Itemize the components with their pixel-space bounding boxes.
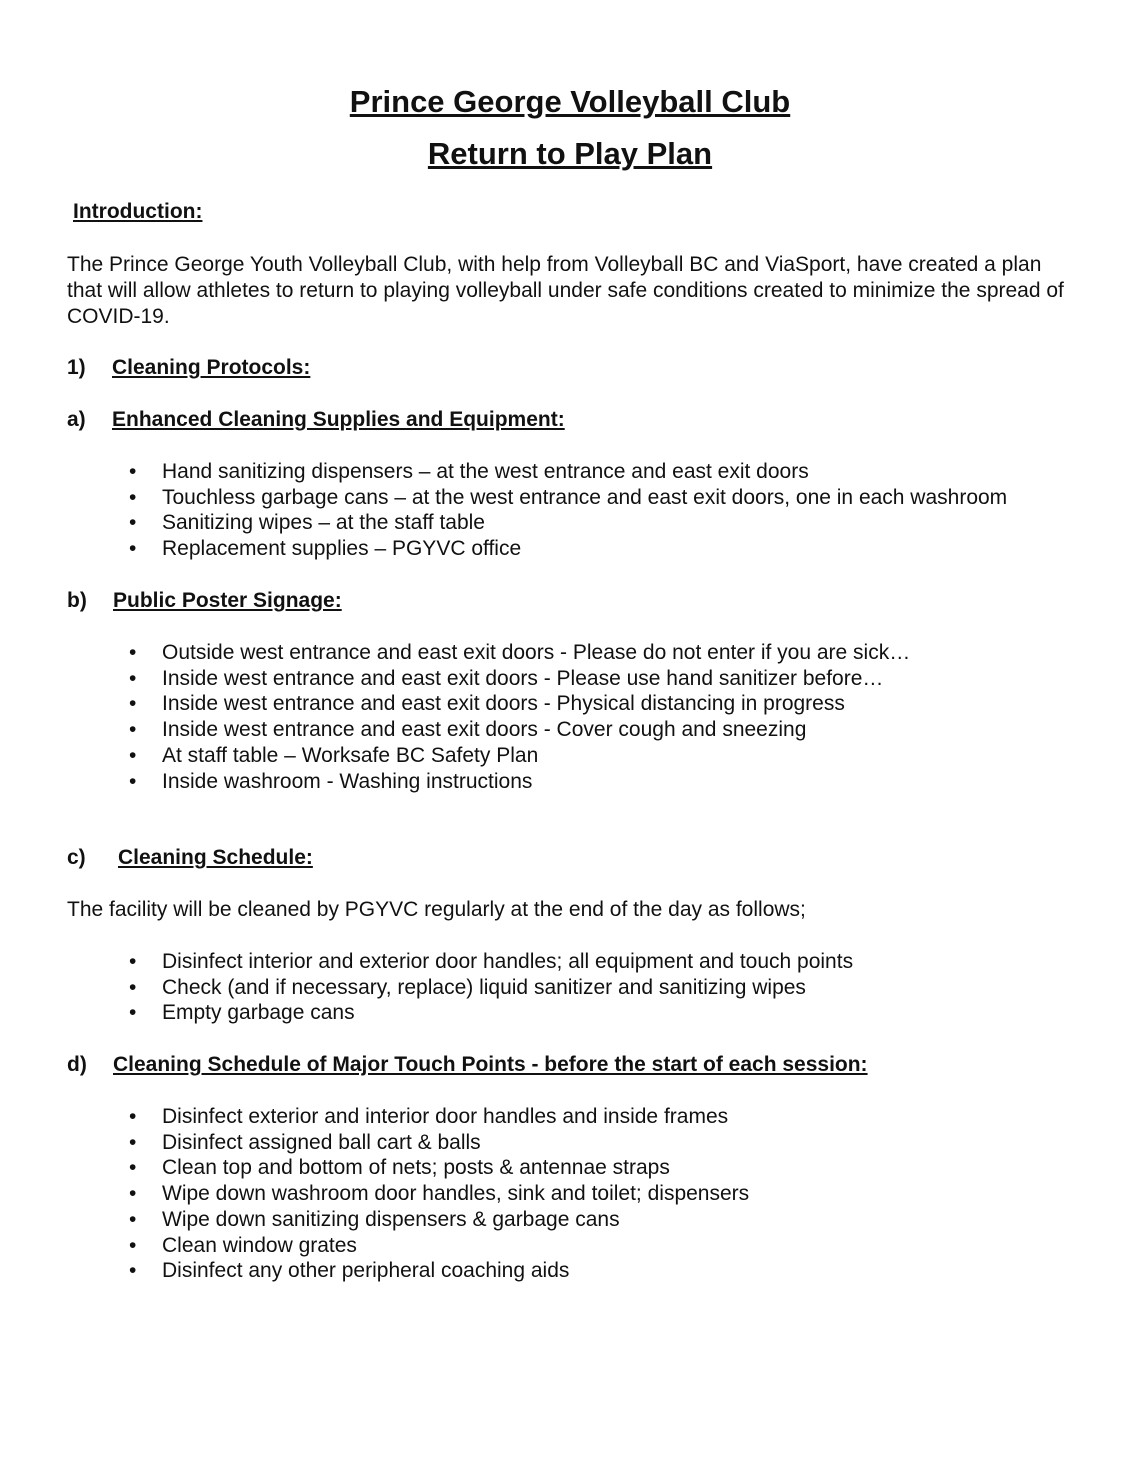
list-item: • Hand sanitizing dispensers – at the west entrance and east exit doors [162,459,1007,485]
list-item: • Disinfect any other peripheral coaching aids [162,1258,749,1284]
section-d-heading: Cleaning Schedule of Major Touch Points - before the start of each session: [113,1053,868,1076]
section-b-list [162,640,910,794]
list-item: • Empty garbage cans [162,1000,853,1026]
list-item: • Clean top and bottom of nets; posts & antennae straps [162,1155,749,1181]
introduction-text: The Prince George Youth Volleyball Club, with help from Volleyball BC and ViaSport, have created a plan that will allow athletes to return to playing volleyball under safe conditions created to minimize the spread of COVID-19. [67,253,1064,328]
list-item: • Sanitizing wipes – at the staff table [162,510,1007,536]
list-item: • Check (and if necessary, replace) liquid sanitizer and sanitizing wipes [162,975,853,1001]
introduction-heading: Introduction: [73,200,203,223]
section-a-list [162,459,1007,562]
list-item: • Disinfect exterior and interior door handles and inside frames [162,1104,749,1130]
section-a-letter: a) [67,408,86,431]
list-item: • Outside west entrance and east exit doors - Please do not enter if you are sick… [162,640,910,666]
list-item: • Disinfect assigned ball cart & balls [162,1130,749,1156]
section-c-heading: Cleaning Schedule: [118,846,313,869]
list-item: • Inside west entrance and east exit doors - Physical distancing in progress [162,691,910,717]
document-subtitle: Return to Play Plan [427,136,713,171]
list-item: • Inside west entrance and east exit doors - Please use hand sanitizer before… [162,666,910,692]
section-b-heading: Public Poster Signage: [113,589,342,612]
section-c-text: The facility will be cleaned by PGYVC regularly at the end of the day as follows; [67,898,806,921]
section-d-letter: d) [67,1053,87,1076]
section-a-heading: Enhanced Cleaning Supplies and Equipment: [112,408,565,431]
list-item: • At staff table – Worksafe BC Safety Plan [162,743,910,769]
list-item: • Disinfect interior and exterior door handles; all equipment and touch points [162,949,853,975]
section-d-list [162,1104,749,1284]
section-c-list [162,949,853,1026]
list-item: • Wipe down washroom door handles, sink and toilet; dispensers [162,1181,749,1207]
list-item: • Touchless garbage cans – at the west entrance and east exit doors, one in each washroom [162,485,1007,511]
section-b-letter: b) [67,589,87,612]
list-item: • Inside west entrance and east exit doors - Cover cough and sneezing [162,717,910,743]
list-item: • Clean window grates [162,1233,749,1259]
section-c-letter: c) [67,846,86,869]
section-1-heading: Cleaning Protocols: [112,356,311,379]
section-1-number: 1) [67,356,86,379]
document-title: Prince George Volleyball Club [349,84,791,119]
list-item: • Inside washroom - Washing instructions [162,769,910,795]
list-item: • Replacement supplies – PGYVC office [162,536,1007,562]
list-item: • Wipe down sanitizing dispensers & garbage cans [162,1207,749,1233]
